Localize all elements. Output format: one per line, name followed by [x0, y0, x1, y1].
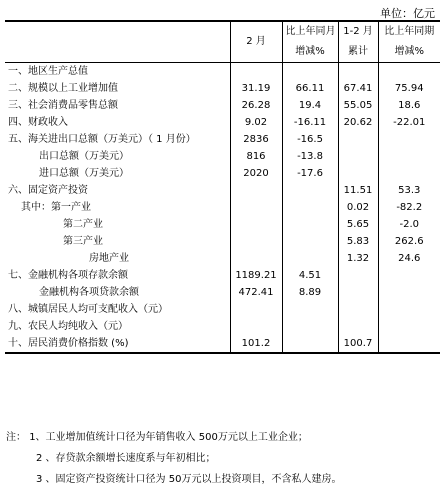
row-label: 五、海关进出口总额（万美元）（ 1 月份）: [8, 134, 196, 145]
cumulative-value: 5.65: [338, 216, 378, 233]
table-row: [5, 114, 440, 131]
month-value: 472.41: [230, 284, 282, 301]
footnote-line: [6, 469, 438, 490]
cumulative-value: 11.51: [338, 182, 378, 199]
row-label: 房地产业: [89, 253, 129, 264]
month-value: 9.02: [230, 114, 282, 131]
cumulative-value: 67.41: [338, 80, 378, 97]
cumulative-yoy-value: 24.6: [378, 250, 440, 267]
month-value: 1189.21: [230, 267, 282, 284]
row-label: 出口总额（万美元）: [39, 151, 129, 162]
row-label: 进口总额（万美元）: [39, 168, 129, 179]
table-row: [5, 97, 440, 114]
table-row: [5, 216, 440, 233]
table-row: [5, 284, 440, 301]
row-label: 九、农民人均纯收入（元）: [8, 321, 128, 332]
cumulative-yoy-value: -22.01: [378, 114, 440, 131]
header-label-cell: [5, 21, 230, 63]
cumulative-value: [338, 131, 378, 148]
yoy-value: -16.11: [282, 114, 338, 131]
yoy-value: [282, 199, 338, 216]
cumulative-value: [338, 165, 378, 182]
month-value: 816: [230, 148, 282, 165]
cumulative-value: 5.83: [338, 233, 378, 250]
month-value: 26.28: [230, 97, 282, 114]
table-row: [5, 335, 440, 353]
row-label: 二、规模以上工业增加值: [8, 83, 118, 94]
month-value: 2836: [230, 131, 282, 148]
month-value: [230, 301, 282, 318]
row-label: 第三产业: [63, 236, 103, 247]
cumulative-value: 1.32: [338, 250, 378, 267]
month-value: [230, 199, 282, 216]
yoy-value: [282, 301, 338, 318]
yoy-value: 19.4: [282, 97, 338, 114]
cumulative-yoy-value: -82.2: [378, 199, 440, 216]
row-label: 四、财政收入: [8, 117, 68, 128]
row-label: 七、金融机构各项存款余额: [8, 270, 128, 281]
month-value: [230, 233, 282, 250]
cumulative-yoy-value: [378, 267, 440, 284]
footnotes: [6, 427, 438, 490]
cumulative-value: [338, 318, 378, 335]
yoy-value: [282, 216, 338, 233]
header-cum-top: 1-2 月: [338, 21, 378, 42]
table-row: [5, 80, 440, 97]
footnote-prefix: 注：: [6, 432, 26, 443]
table-row: [5, 267, 440, 284]
table-header: [5, 21, 440, 63]
cumulative-value: [338, 63, 378, 81]
month-value: 2020: [230, 165, 282, 182]
footnote-item: 1、工业增加值统计口径为年销售收入 500万元以上工业企业；: [29, 432, 308, 443]
cumulative-value: [338, 284, 378, 301]
table-row: [5, 250, 440, 267]
table-row: [5, 182, 440, 199]
header-yoy-bottom: 增减%: [282, 42, 338, 63]
cumulative-yoy-value: -2.0: [378, 216, 440, 233]
footnote-item: 3 、固定资产投资统计口径为 50万元以上投资项目，不含私人建房。: [36, 474, 342, 485]
row-label: 十、居民消费价格指数 (%): [8, 338, 129, 349]
month-value: [230, 216, 282, 233]
cumulative-yoy-value: [378, 131, 440, 148]
table-row: [5, 318, 440, 335]
month-value: 101.2: [230, 335, 282, 353]
header-month: 2 月: [230, 21, 282, 63]
table-row: [5, 148, 440, 165]
row-label: 金融机构各项贷款余额: [39, 287, 139, 298]
header-cum-bottom: 累计: [338, 42, 378, 63]
month-value: [230, 318, 282, 335]
table-row: [5, 165, 440, 182]
cumulative-yoy-value: 53.3: [378, 182, 440, 199]
month-value: [230, 182, 282, 199]
cumulative-yoy-value: [378, 63, 440, 81]
table-row: [5, 301, 440, 318]
unit-label: 单位：亿元: [380, 7, 435, 20]
table-row: [5, 199, 440, 216]
cumulative-yoy-value: 262.6: [378, 233, 440, 250]
footnote-item: 2 、存贷款余额增长速度系与年初相比；: [36, 453, 216, 464]
row-label: 六、固定资产投资: [8, 185, 88, 196]
month-value: [230, 250, 282, 267]
table-row: [5, 233, 440, 250]
yoy-value: [282, 318, 338, 335]
cumulative-value: [338, 267, 378, 284]
cumulative-value: [338, 148, 378, 165]
header-cum-yoy-top: 比上年同期: [378, 21, 440, 42]
cumulative-yoy-value: [378, 165, 440, 182]
row-label: 其中：第一产业: [21, 202, 91, 213]
footnote-line: [6, 448, 438, 469]
yoy-value: 4.51: [282, 267, 338, 284]
row-label: 一、地区生产总值: [8, 66, 88, 77]
yoy-value: [282, 250, 338, 267]
table-row: [5, 131, 440, 148]
cumulative-yoy-value: [378, 318, 440, 335]
yoy-value: [282, 63, 338, 81]
table-row: [5, 63, 440, 81]
footnote-line: [6, 427, 438, 448]
row-label: 三、社会消费品零售总额: [8, 100, 118, 111]
cumulative-value: 100.7: [338, 335, 378, 353]
cumulative-value: 55.05: [338, 97, 378, 114]
cumulative-value: 0.02: [338, 199, 378, 216]
yoy-value: -16.5: [282, 131, 338, 148]
cumulative-yoy-value: [378, 284, 440, 301]
yoy-value: -17.6: [282, 165, 338, 182]
yoy-value: [282, 182, 338, 199]
yoy-value: -13.8: [282, 148, 338, 165]
cumulative-yoy-value: [378, 335, 440, 353]
header-yoy-top: 比上年同月: [282, 21, 338, 42]
row-label: 八、城镇居民人均可支配收入（元）: [8, 304, 168, 315]
yoy-value: [282, 233, 338, 250]
yoy-value: 66.11: [282, 80, 338, 97]
header-cum-yoy-bottom: 增减%: [378, 42, 440, 63]
cumulative-yoy-value: 18.6: [378, 97, 440, 114]
cumulative-yoy-value: [378, 148, 440, 165]
yoy-value: 8.89: [282, 284, 338, 301]
statistics-table: [5, 20, 440, 354]
cumulative-value: 20.62: [338, 114, 378, 131]
row-label: 第二产业: [63, 219, 103, 230]
table-body: [5, 63, 440, 354]
month-value: 31.19: [230, 80, 282, 97]
cumulative-yoy-value: 75.94: [378, 80, 440, 97]
month-value: [230, 63, 282, 81]
cumulative-value: [338, 301, 378, 318]
yoy-value: [282, 335, 338, 353]
cumulative-yoy-value: [378, 301, 440, 318]
